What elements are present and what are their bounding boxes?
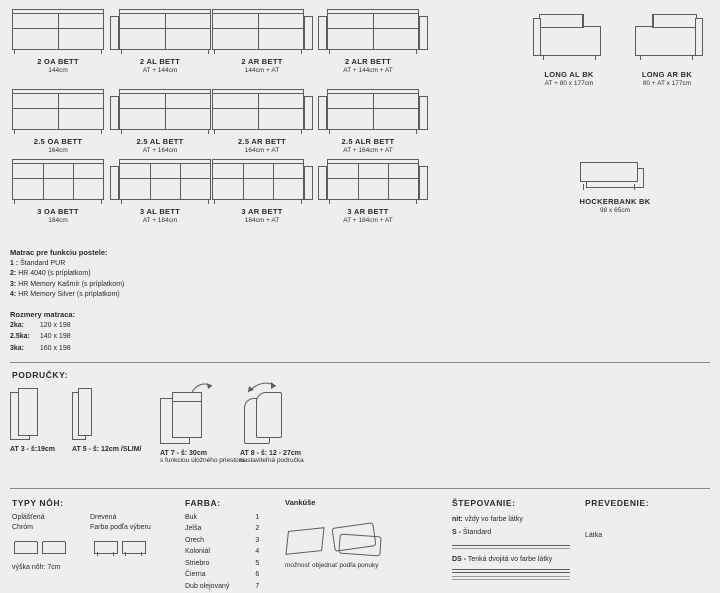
armrest-note: nastaviteľná područka (240, 457, 330, 466)
bed-back-top (212, 89, 304, 94)
armrest-note: s funkciou úložného priestoru (160, 457, 250, 466)
mattress-item-key: 1 : (10, 260, 18, 267)
bed-leg (329, 130, 330, 134)
bed-row3-cell-1 (110, 158, 210, 224)
dimension-row-2 (10, 344, 71, 356)
mattress-item-0 (10, 259, 240, 270)
legs-col1-item-0: Oplášťená (12, 513, 45, 524)
bed-figure (110, 158, 211, 204)
bed-seat-divider (373, 109, 374, 130)
armrest-cell-2 (160, 388, 250, 466)
bed-arm-right (419, 96, 428, 130)
bed-name: 3 AR BETT (212, 207, 312, 216)
bed-back-top (12, 89, 104, 94)
armrest-title: PODRUČKY: (12, 370, 68, 381)
bed-seat-divider (165, 109, 166, 130)
bed-back-top (327, 159, 419, 164)
mattress-block (10, 248, 240, 301)
bed-leg (121, 50, 122, 54)
colors-block (185, 498, 295, 593)
bed-seat-divider (273, 179, 274, 200)
bed-back-top (119, 159, 211, 164)
bed-leg (416, 200, 417, 204)
bed-seat-divider (358, 179, 359, 200)
bed-leg (301, 200, 302, 204)
bed-figure (318, 8, 428, 54)
color-number: 7 (229, 582, 259, 593)
bed-size: AT + 164cm (110, 147, 210, 154)
mattress-item-text: HR 4040 (s príplatkom) (18, 270, 90, 277)
dimension-key: 3ka: (10, 344, 30, 356)
leg-shape-4-foot2 (141, 552, 142, 556)
bed-size: AT + 144cm (110, 67, 210, 74)
chaise-back (653, 14, 697, 28)
bed-row1-cell-3 (318, 8, 418, 74)
color-number: 1 (229, 513, 259, 525)
bed-seat-divider (43, 179, 44, 200)
color-name: Buk (185, 513, 229, 525)
bed-leg (14, 200, 15, 204)
armrest-figure-at7 (160, 388, 220, 444)
chaise-leg (692, 56, 693, 60)
bed-cushion-divider (58, 92, 59, 109)
bed-cushion-divider (273, 162, 274, 179)
color-row-5 (185, 570, 259, 582)
chaise-arm (695, 18, 703, 56)
bed-leg (14, 130, 15, 134)
bed-leg (214, 50, 215, 54)
bed-cushion-divider (258, 92, 259, 109)
bed-cushion-divider (373, 12, 374, 29)
dimension-value: 120 x 198 (30, 321, 71, 333)
stitch-sample-s (452, 540, 572, 552)
bed-leg (14, 50, 15, 54)
bed-arm-right (304, 96, 313, 130)
bed-cushion-divider (243, 162, 244, 179)
bed-figure (212, 88, 313, 134)
mattress-item-key: 4: (10, 291, 16, 298)
bed-name: 2 ALR BETT (318, 57, 418, 66)
color-row-1 (185, 524, 259, 536)
bed-back-top (12, 159, 104, 164)
stitching-title: ŠTEPOVANIE: (452, 498, 582, 509)
bed-leg (121, 130, 122, 134)
bed-size: 144cm (8, 67, 108, 74)
bed-back-top (119, 89, 211, 94)
bed-cushion-divider (388, 162, 389, 179)
bed-figure (318, 88, 428, 134)
bed-leg (301, 130, 302, 134)
bed-size: 164cm + AT (212, 147, 312, 154)
bed-arm-right (304, 16, 313, 50)
bed-leg (214, 200, 215, 204)
bed-seat (12, 178, 104, 200)
dimensions-block (10, 310, 210, 355)
armrest-label: AT 7 - š: 30cm (160, 450, 250, 457)
bed-row2-cell-0 (8, 88, 108, 154)
chaise-cell-0 (524, 8, 614, 87)
bed-figure (12, 88, 104, 134)
bed-arm-left (318, 16, 327, 50)
bed-seat-divider (388, 179, 389, 200)
legs-col2 (90, 513, 151, 534)
colors-title: FARBA: (185, 498, 295, 509)
color-row-2 (185, 536, 259, 548)
bed-row3-cell-2 (212, 158, 312, 224)
armrest-label: AT 8 - š: 12 - 27cm (240, 450, 330, 457)
bed-name: 3 AL BETT (110, 207, 210, 216)
bed-row2-cell-1 (110, 88, 210, 154)
bed-leg (301, 50, 302, 54)
pillow-shape-2b (338, 533, 381, 556)
color-number: 5 (229, 559, 259, 571)
dimension-row-1 (10, 332, 71, 344)
bed-leg (208, 130, 209, 134)
legs-col2-item-0: Farba podľa výberu (90, 523, 151, 534)
bed-cushion-divider (165, 12, 166, 29)
armrest-cell-1 (72, 388, 162, 453)
mattress-item-text: Štandard PUR (20, 260, 65, 267)
chaise-figure (631, 8, 703, 62)
stitch-text-1: Štandard (463, 529, 491, 536)
bed-arm-right (304, 166, 313, 200)
bed-row3-cell-0 (8, 158, 108, 224)
dimensions-title: Rozmery matraca: (10, 310, 210, 321)
bed-row1-cell-0 (8, 8, 108, 74)
chaise-leg (543, 56, 544, 60)
bed-arm-left (110, 96, 119, 130)
bed-seat-divider (258, 109, 259, 130)
chaise-leg (640, 56, 641, 60)
divider-1 (10, 362, 710, 363)
bed-back-top (327, 89, 419, 94)
legs-col2-title: Drevená (90, 513, 151, 524)
chaise-size: 80 + AT x 177cm (622, 80, 712, 87)
bed-seat-divider (150, 179, 151, 200)
bed-leg (208, 200, 209, 204)
bed-figure (318, 158, 428, 204)
bed-cushion-divider (43, 162, 44, 179)
bed-back-top (212, 9, 304, 14)
legs-title: TYPY NÔH: (12, 498, 182, 509)
stitch-sample-ds (452, 567, 572, 581)
bed-seat-divider (58, 109, 59, 130)
bed-cushion-divider (58, 12, 59, 29)
chaise-edge (583, 14, 584, 28)
hockerbank-size: 98 x 65cm (560, 207, 670, 214)
color-number: 6 (229, 570, 259, 582)
bed-seat-divider (258, 29, 259, 50)
bed-size: 184cm (8, 217, 108, 224)
dimension-key: 2ka: (10, 321, 30, 333)
hockerbank-cell (560, 160, 670, 214)
bed-seat-divider (373, 29, 374, 50)
bed-back (119, 162, 211, 179)
bed-name: 2.5 AR BETT (212, 137, 312, 146)
bed-seat-divider (180, 179, 181, 200)
bed-row3-cell-3 (318, 158, 418, 224)
mattress-item-key: 3: (10, 281, 16, 288)
bed-seat-divider (73, 179, 74, 200)
bed-arm-right (419, 166, 428, 200)
chaise-seat (539, 26, 601, 56)
legs-col1 (12, 513, 45, 534)
stitch-key-2: DS - (452, 556, 466, 563)
bed-cushion-divider (373, 92, 374, 109)
bed-back-top (212, 159, 304, 164)
mattress-item-1 (10, 269, 240, 280)
chaise-cell-1 (622, 8, 712, 87)
bed-arm-left (318, 166, 327, 200)
bed-seat-divider (58, 29, 59, 50)
chaise-edge (652, 14, 653, 28)
color-name: Striebro (185, 559, 229, 571)
bed-name: 2.5 AL BETT (110, 137, 210, 146)
bed-leg (416, 130, 417, 134)
armrest-adjust-arrow-icon (246, 378, 280, 396)
dimension-value: 140 x 198 (30, 332, 71, 344)
legs-block (12, 498, 182, 573)
dimension-row-0 (10, 321, 71, 333)
armrest-figure-at8 (240, 388, 300, 444)
dimension-value: 160 x 198 (30, 344, 71, 356)
bed-leg (214, 130, 215, 134)
stitch-text-2: Tenká dvojitá vo farbe látky (468, 556, 552, 563)
bed-figure (110, 8, 211, 54)
bed-cushion-divider (358, 162, 359, 179)
bed-arm-left (110, 166, 119, 200)
bed-row2-cell-2 (212, 88, 312, 154)
bed-row1-cell-2 (212, 8, 312, 74)
bed-leg (329, 50, 330, 54)
bed-leg (101, 130, 102, 134)
pillows-block (285, 498, 445, 571)
pillows-title: Vankúše (285, 498, 445, 509)
chaise-size: AT + 80 x 177cm (524, 80, 614, 87)
bed-back (212, 162, 304, 179)
stitching-block (452, 498, 582, 581)
chaise-arm (533, 18, 541, 56)
bed-size: AT + 184cm (110, 217, 210, 224)
color-number: 3 (229, 536, 259, 548)
bed-figure (212, 158, 313, 204)
bed-leg (208, 50, 209, 54)
bed-cushion-divider (180, 162, 181, 179)
leg-shape-3-foot (97, 552, 98, 556)
bed-arm-left (318, 96, 327, 130)
pillows-note: možnosť objednať podľa ponuky (285, 561, 445, 572)
leg-shape-4-foot (125, 552, 126, 556)
stitch-text-0: vždy vo farbe látky (465, 516, 523, 523)
color-number: 4 (229, 547, 259, 559)
bed-name: 3 AR BETT (318, 207, 418, 216)
bed-size: 164cm (8, 147, 108, 154)
bed-arm-right (419, 16, 428, 50)
stitch-key-0: nit: (452, 516, 463, 523)
bed-figure (12, 158, 104, 204)
armrest-figure-at3 (10, 388, 40, 440)
bed-figure (12, 8, 104, 54)
bed-size: 144cm + AT (212, 67, 312, 74)
bed-leg (101, 50, 102, 54)
color-row-3 (185, 547, 259, 559)
mattress-title: Matrac pre funkciu postele: (10, 248, 240, 259)
bed-size: 184cm + AT (212, 217, 312, 224)
mattress-item-3 (10, 290, 240, 301)
leg-shape-1 (14, 541, 38, 554)
chaise-name: LONG AL BK (524, 70, 614, 79)
bed-seat (119, 178, 211, 200)
execution-item-0: Látka (585, 531, 695, 542)
bed-seat (212, 178, 304, 200)
color-name: Čierna (185, 570, 229, 582)
chaise-back (539, 14, 583, 28)
bed-figure (110, 88, 211, 134)
bed-row1-cell-1 (110, 8, 210, 74)
bed-size: AT + 184cm + AT (318, 217, 418, 224)
bed-cushion-divider (150, 162, 151, 179)
armrest-cell-3 (240, 388, 330, 466)
color-name: Koloniál (185, 547, 229, 559)
bed-back (327, 162, 419, 179)
bed-cushion-divider (165, 92, 166, 109)
dimension-key: 2.5ka: (10, 332, 30, 344)
bed-seat-divider (165, 29, 166, 50)
bed-figure (212, 8, 313, 54)
mattress-item-text: HR Memory Kašmír (s príplatkom) (18, 281, 124, 288)
color-name: Orech (185, 536, 229, 548)
chaise-seat (635, 26, 697, 56)
chaise-name: LONG AR BK (622, 70, 712, 79)
hockerbank-name: HOCKERBANK BK (560, 197, 670, 206)
bed-leg (329, 200, 330, 204)
bed-row2-cell-3 (318, 88, 418, 154)
bed-leg (101, 200, 102, 204)
bed-back-top (119, 9, 211, 14)
color-name: Dub olejovaný (185, 582, 229, 593)
bed-seat-divider (243, 179, 244, 200)
divider-2 (10, 488, 710, 489)
bed-back-top (12, 9, 104, 14)
mattress-item-2 (10, 280, 240, 291)
color-row-4 (185, 559, 259, 571)
bed-name: 2 OA BETT (8, 57, 108, 66)
bed-cushion-divider (73, 162, 74, 179)
mattress-item-text: HR Memory Silver (s príplatkom) (18, 291, 120, 298)
mattress-item-key: 2: (10, 270, 16, 277)
bed-name: 3 OA BETT (8, 207, 108, 216)
armrest-label: AT 3 - š:19cm (10, 446, 100, 453)
leg-shape-2 (42, 541, 66, 554)
bed-size: AT + 144cm + AT (318, 67, 418, 74)
armrest-figure-at5 (72, 388, 98, 440)
color-name: Jelša (185, 524, 229, 536)
bed-leg (416, 50, 417, 54)
armrest-label: AT 5 - š: 12cm /SLIM/ (72, 446, 162, 453)
bed-name: 2.5 ALR BETT (318, 137, 418, 146)
bed-cushion-divider (258, 12, 259, 29)
chaise-figure (533, 8, 605, 62)
execution-title: PREVEDENIE: (585, 498, 695, 509)
stitch-key-1: S - (452, 529, 461, 536)
color-row-6 (185, 582, 259, 593)
legs-height: výška nôh: 7cm (12, 563, 61, 574)
bed-name: 2 AL BETT (110, 57, 210, 66)
hockerbank-figure (580, 160, 650, 194)
armrest-open-arrow-icon (190, 380, 216, 396)
bed-back (12, 162, 104, 179)
color-row-0 (185, 513, 259, 525)
legs-col1-item-1: Chróm (12, 523, 45, 534)
bed-back-top (327, 9, 419, 14)
bed-name: 2.5 OA BETT (8, 137, 108, 146)
bed-leg (121, 200, 122, 204)
chaise-leg (595, 56, 596, 60)
bed-size: AT + 164cm + AT (318, 147, 418, 154)
bed-seat (327, 178, 419, 200)
pillow-shape-1 (285, 527, 324, 555)
execution-block (585, 498, 695, 541)
color-number: 2 (229, 524, 259, 536)
leg-shape-3-foot2 (113, 552, 114, 556)
bed-arm-left (110, 16, 119, 50)
bed-name: 2 AR BETT (212, 57, 312, 66)
